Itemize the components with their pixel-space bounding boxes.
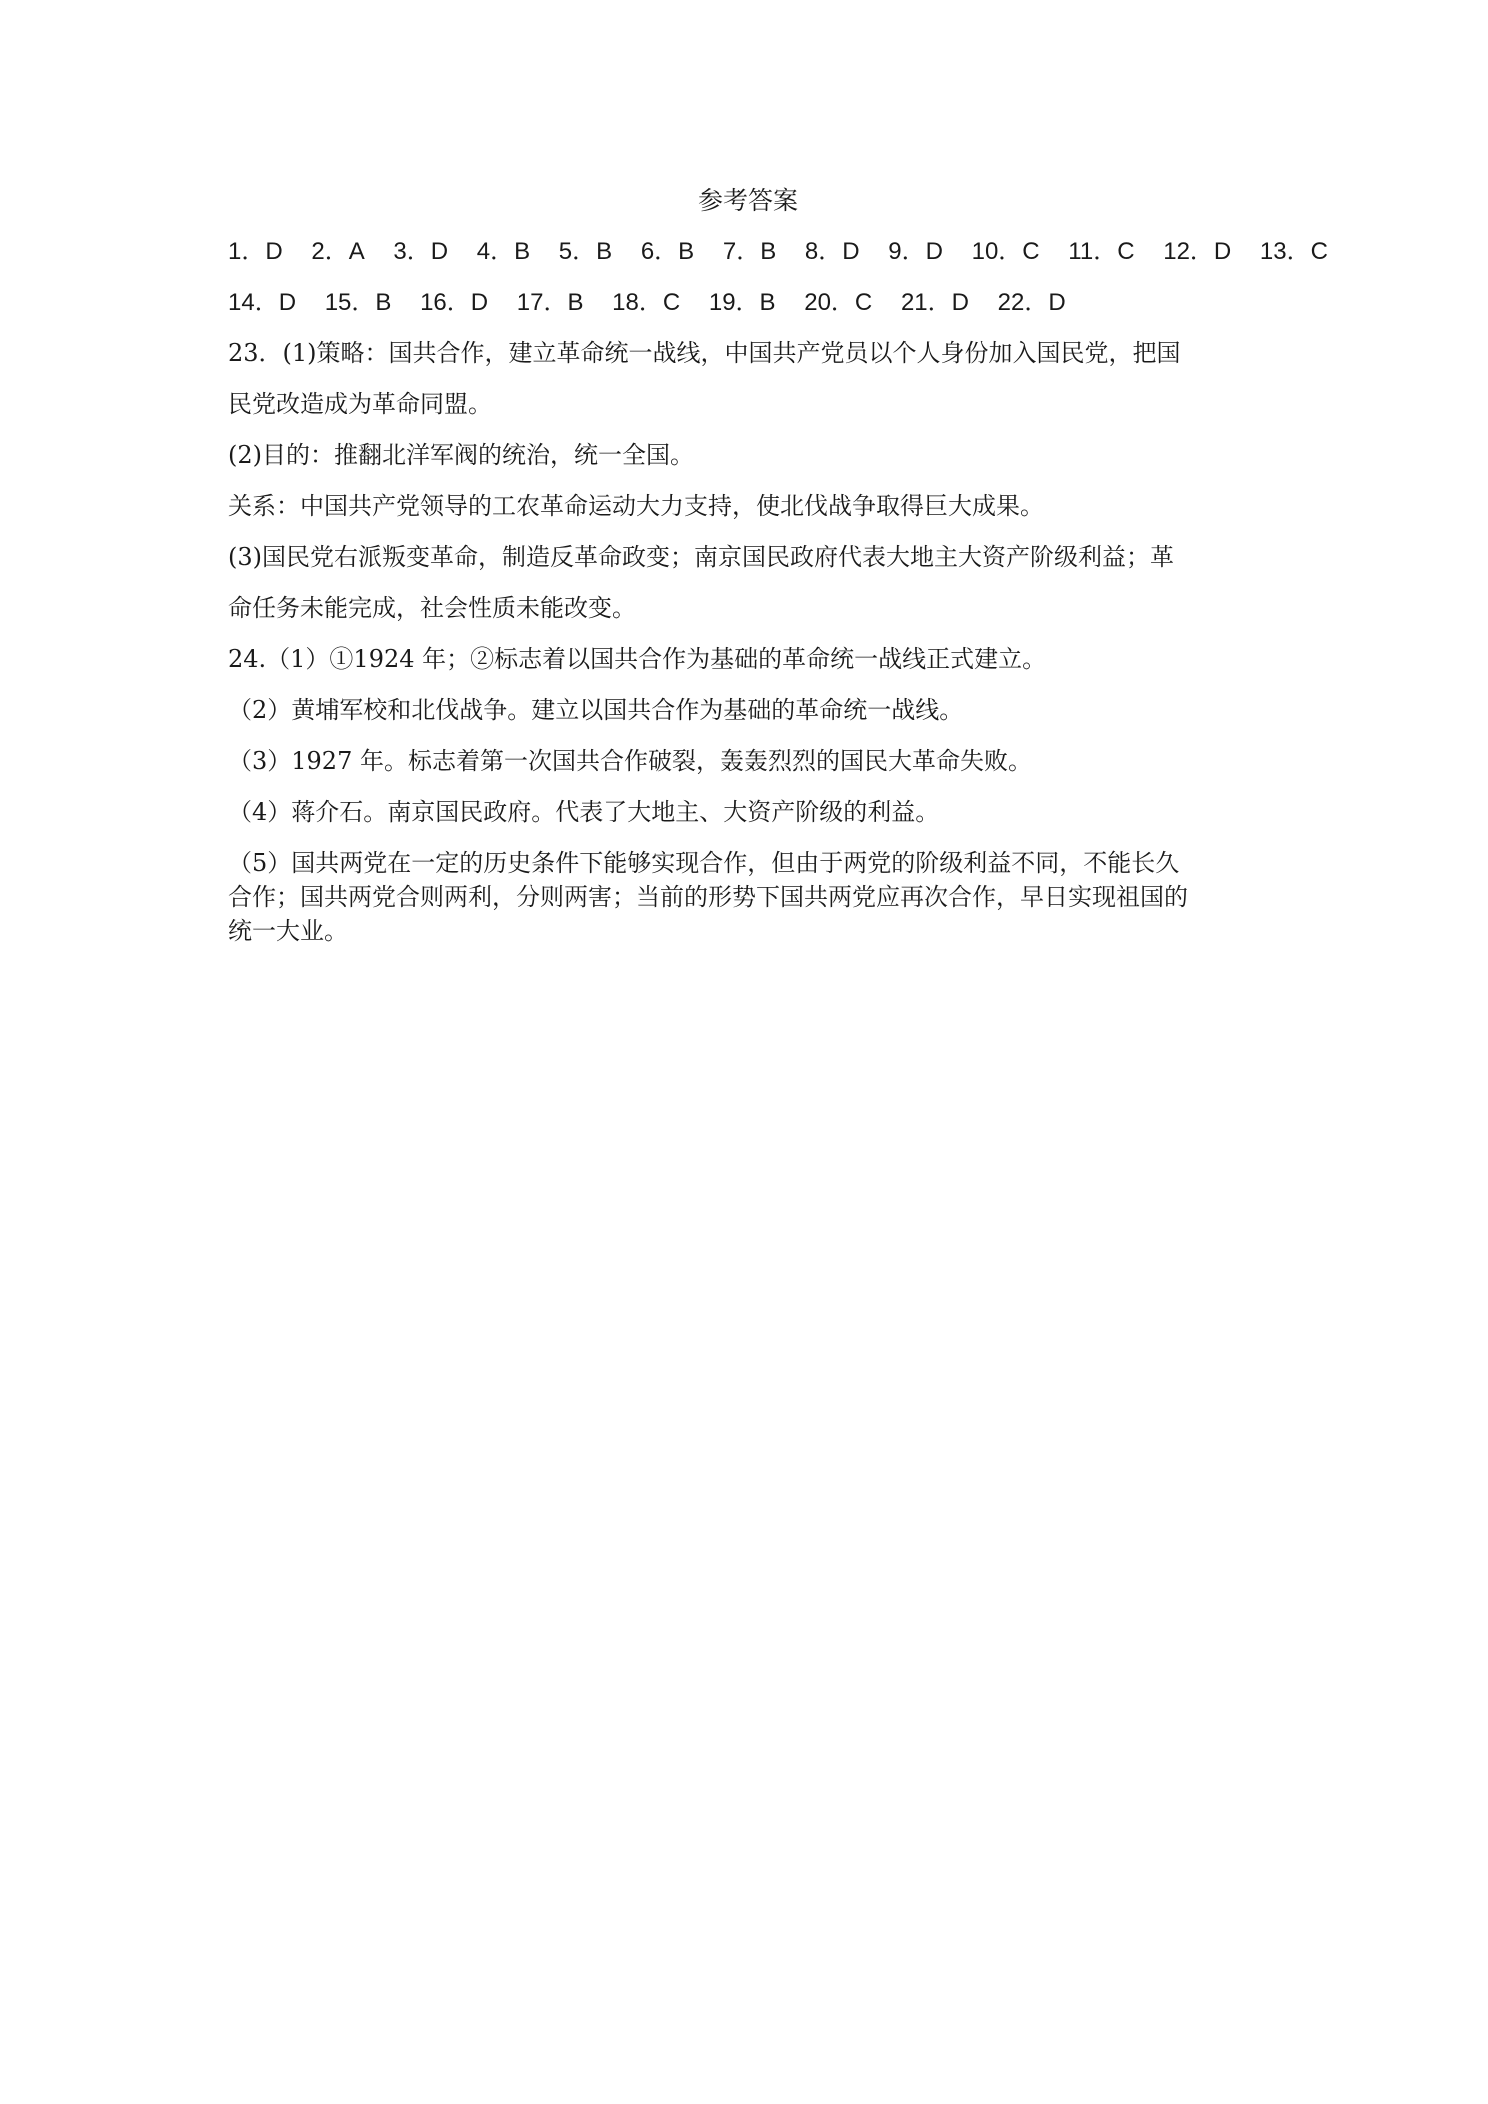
q23-part3-line2: 命任务未能完成，社会性质未能改变。 xyxy=(228,594,636,622)
q24-part3: （3）1927 年。标志着第一次国共合作破裂，轰轰烈烈的国民大革命失败。 xyxy=(228,747,1032,775)
mc-answer: 20．C xyxy=(804,289,873,316)
mc-answer: 15．B xyxy=(324,289,392,316)
mc-answer: 11．C xyxy=(1068,238,1135,265)
mc-answer: 19．B xyxy=(708,289,776,316)
q23-part2: (2)目的：推翻北洋军阀的统治，统一全国。 xyxy=(228,441,694,469)
q24-part2: （2）黄埔军校和北伐战争。建立以国共合作为基础的革命统一战线。 xyxy=(228,696,964,724)
page-title: 参考答案 xyxy=(697,186,798,215)
mc-answer: 3．D xyxy=(393,238,449,265)
mc-answer: 18．C xyxy=(612,289,681,316)
mc-answer: 17．B xyxy=(516,289,584,316)
mc-answer: 16．D xyxy=(420,289,489,316)
mc-answer: 1．D xyxy=(228,238,283,265)
q24-part5 xyxy=(228,846,1268,948)
mc-answer: 12．D xyxy=(1163,238,1232,265)
mc-answer: 13．C xyxy=(1259,238,1328,265)
multiple-choice-row-2 xyxy=(228,277,1268,328)
mc-answer: 9．D xyxy=(888,238,943,265)
q24-part5-line3: 统一大业。 xyxy=(228,917,348,945)
mc-answer: 4．B xyxy=(476,238,531,265)
mc-answer: 7．B xyxy=(722,238,777,265)
q24-part1: 24.（1）①1924 年；②标志着以国共合作为基础的革命统一战线正式建立。 xyxy=(228,645,1047,673)
q24-part5-line1: （5）国共两党在一定的历史条件下能够实现合作，但由于两党的阶级利益不同，不能长久 xyxy=(228,849,1180,877)
mc-answer: 8．D xyxy=(804,238,860,265)
mc-answer: 21．D xyxy=(900,289,969,316)
q24-part5-line2: 合作；国共两党合则两利，分则两害；当前的形势下国共两党应再次合作，早日实现祖国的 xyxy=(228,883,1188,911)
mc-answer: 14．D xyxy=(228,289,297,316)
q23-part1-line2: 民党改造成为革命同盟。 xyxy=(228,390,492,418)
mc-answer: 2．A xyxy=(311,238,365,265)
mc-answer: 5．B xyxy=(558,238,613,265)
multiple-choice-row-1 xyxy=(228,226,1328,277)
answer-key-content xyxy=(228,176,1328,948)
mc-answer: 22．D xyxy=(997,289,1066,316)
q23-part1-line1: 23．(1)策略：国共合作，建立革命统一战线，中国共产党员以个人身份加入国民党，把国 xyxy=(228,339,1181,367)
mc-answer: 6．B xyxy=(640,238,695,265)
q23-part3-line1: (3)国民党右派叛变革命，制造反革命政变；南京国民政府代表大地主大资产阶级利益；革 xyxy=(228,543,1174,571)
mc-answer: 10．C xyxy=(971,238,1040,265)
q23-relation: 关系：中国共产党领导的工农革命运动大力支持，使北伐战争取得巨大成果。 xyxy=(228,492,1044,520)
q24-part4: （4）蒋介石。南京国民政府。代表了大地主、大资产阶级的利益。 xyxy=(228,798,940,826)
